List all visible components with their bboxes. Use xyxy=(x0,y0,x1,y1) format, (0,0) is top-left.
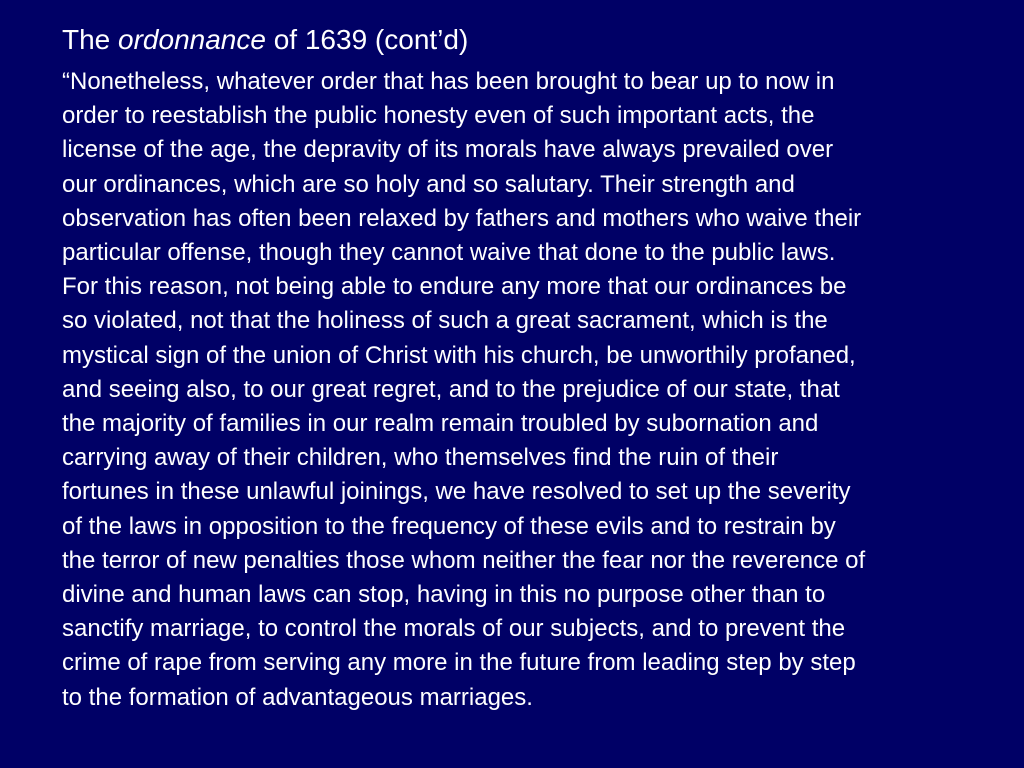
quote-line: For this reason, not being able to endure any more that our ordinances be xyxy=(62,273,847,301)
title-emphasis: ordonnance xyxy=(118,24,266,55)
quote-line: the terror of new penalties those whom neither the fear nor the reverence of xyxy=(62,546,866,574)
quote-line: to the formation of advantageous marriages. xyxy=(62,683,533,711)
quote-line: so violated, not that the holiness of such a great sacrament, which is the xyxy=(62,307,828,335)
quote-line: divine and human laws can stop, having in this no purpose other than to xyxy=(62,581,826,609)
quote-line: carrying away of their children, who themselves find the ruin of their xyxy=(62,444,779,472)
quote-line: license of the age, the depravity of its morals have always prevailed over xyxy=(62,136,834,164)
quote-line: sanctify marriage, to control the morals of our subjects, and to prevent the xyxy=(62,615,846,643)
quote-line: order to reestablish the public honesty even of such important acts, the xyxy=(62,102,815,130)
quote-line: “Nonetheless, whatever order that has been brought to bear up to now in xyxy=(62,68,835,95)
quote-line: fortunes in these unlawful joinings, we have resolved to set up the severity xyxy=(62,478,851,506)
quote-line: mystical sign of the union of Christ with his church, be unworthily profaned, xyxy=(62,341,856,369)
quote-line: our ordinances, which are so holy and so salutary. Their strength and xyxy=(62,170,795,198)
quote-line: crime of rape from serving any more in the future from leading step by step xyxy=(62,649,856,677)
quote-line: of the laws in opposition to the frequency of these evils and to restrain by xyxy=(62,512,836,540)
quote-body xyxy=(62,65,1022,715)
quote-line: the majority of families in our realm remain troubled by subornation and xyxy=(62,410,819,438)
title-suffix: of 1639 (cont’d) xyxy=(265,24,469,55)
quote-line: observation has often been relaxed by fathers and mothers who waive their xyxy=(62,204,862,232)
title-prefix: The xyxy=(62,24,119,55)
quote-line: particular offense, though they cannot waive that done to the public laws. xyxy=(62,239,836,267)
slide-title xyxy=(62,21,1014,59)
quote-line: and seeing also, to our great regret, and to the prejudice of our state, that xyxy=(62,375,840,403)
